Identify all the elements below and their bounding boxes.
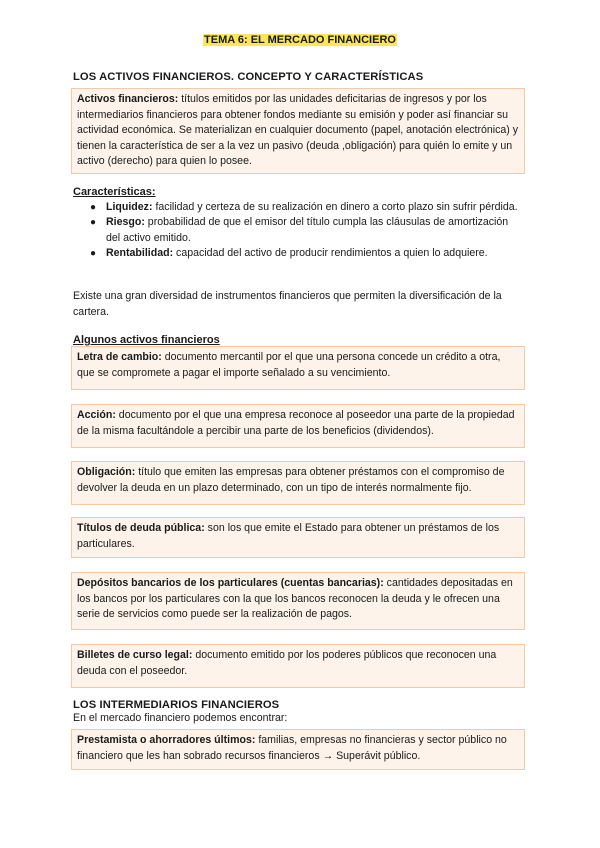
section-heading-intermediarios: LOS INTERMEDIARIOS FINANCIEROS <box>73 699 280 711</box>
asset-term: Obligación: <box>77 466 136 478</box>
asset-term: Depósitos bancarios de los particulares (cuentas bancarias): <box>77 577 384 589</box>
lenders-term: Prestamista o ahorradores últimos: <box>77 734 256 746</box>
assets-heading: Algunos activos financieros <box>73 334 220 346</box>
characteristics-heading: Características: <box>73 186 156 198</box>
list-item <box>73 200 523 215</box>
asset-text: título que emiten las empresas para obtener préstamos con el compromiso de devolver la deuda en un plazo determinado, con un tipo de interés normalmente fijo. <box>77 466 505 494</box>
definition-box <box>71 88 525 174</box>
section-heading-activos: LOS ACTIVOS FINANCIEROS. CONCEPTO Y CARACTERÍSTICAS <box>73 71 424 83</box>
asset-text: documento emitido por los poderes públicos que reconocen una deuda con el poseedor. <box>77 649 497 677</box>
list-item-term: Rentabilidad: <box>106 246 174 259</box>
bullet-dot-icon: ● <box>90 217 97 229</box>
intermediarios-intro: En el mercado financiero podemos encontrar: <box>73 712 288 724</box>
asset-box-depositos <box>71 572 525 630</box>
characteristics-list <box>73 200 523 261</box>
asset-box-obligacion <box>71 461 525 505</box>
lenders-text: familias, empresas no financieras y sector público no financiero que les han sobrado recursos financieros → Superávit público. <box>77 734 507 762</box>
bullet-dot-icon: ● <box>90 247 97 259</box>
asset-term: Acción: <box>77 409 116 421</box>
list-item-text: facilidad y certeza de su realización en dinero a corto plazo sin sufrir pérdida. <box>152 201 518 213</box>
bullet-dot-icon: ● <box>90 202 97 213</box>
asset-box-letra <box>71 346 525 390</box>
title-highlight: TEMA 6: EL MERCADO FINANCIERO <box>204 34 396 46</box>
page-title <box>0 34 600 46</box>
asset-text: cantidades depositadas en los bancos por los particulares con la que los bancos reconocen la deuda y le ofrecen una serie de servicios como puede ser la realización de pagos. <box>77 577 513 620</box>
list-item-term: Liquidez: <box>106 201 153 213</box>
lenders-box <box>71 729 525 770</box>
asset-term: Títulos de deuda pública: <box>77 522 205 534</box>
definition-term: Activos financieros: <box>77 93 179 105</box>
asset-box-billetes <box>71 644 525 688</box>
asset-term: Letra de cambio: <box>77 351 162 363</box>
list-item-text: capacidad del activo de producir rendimientos a quien lo adquiere. <box>173 246 488 259</box>
list-item-term: Riesgo: <box>106 216 145 229</box>
list-item <box>73 246 523 261</box>
asset-text: son los que emite el Estado para obtener un préstamos de los particulares. <box>77 522 500 550</box>
list-item-text: probabilidad de que el emisor del título cumpla las cláusulas de amortización del activo emitido. <box>106 216 509 244</box>
asset-box-deuda-publica <box>71 517 525 558</box>
definition-text: títulos emitidos por las unidades deficitarias de ingresos y por los intermediarios financieros para obtener fondos mediante su emisión y poder así financiar su actividad económica. Se materializan en cualquier documento (papel, anotación electrónica) y tienen la característica de ser a la vez un pasivo (deuda ,obligación) para quién lo emite y un activo (derecho) para quien lo posee. <box>77 93 519 167</box>
asset-text: documento por el que una empresa reconoce al poseedor una parte de la propiedad de la misma facultándole a percibir una parte de los beneficios (dividendos). <box>77 409 515 437</box>
list-item <box>73 215 523 246</box>
asset-text: documento mercantil por el que una persona concede un crédito a otra, que se compromete a pagar el importe señalado a su vencimiento. <box>77 351 501 379</box>
asset-box-accion <box>71 404 525 448</box>
asset-term: Billetes de curso legal: <box>77 649 193 661</box>
diversity-paragraph: Existe una gran diversidad de instrumentos financieros que permiten la diversificación de la cartera. <box>73 290 502 318</box>
